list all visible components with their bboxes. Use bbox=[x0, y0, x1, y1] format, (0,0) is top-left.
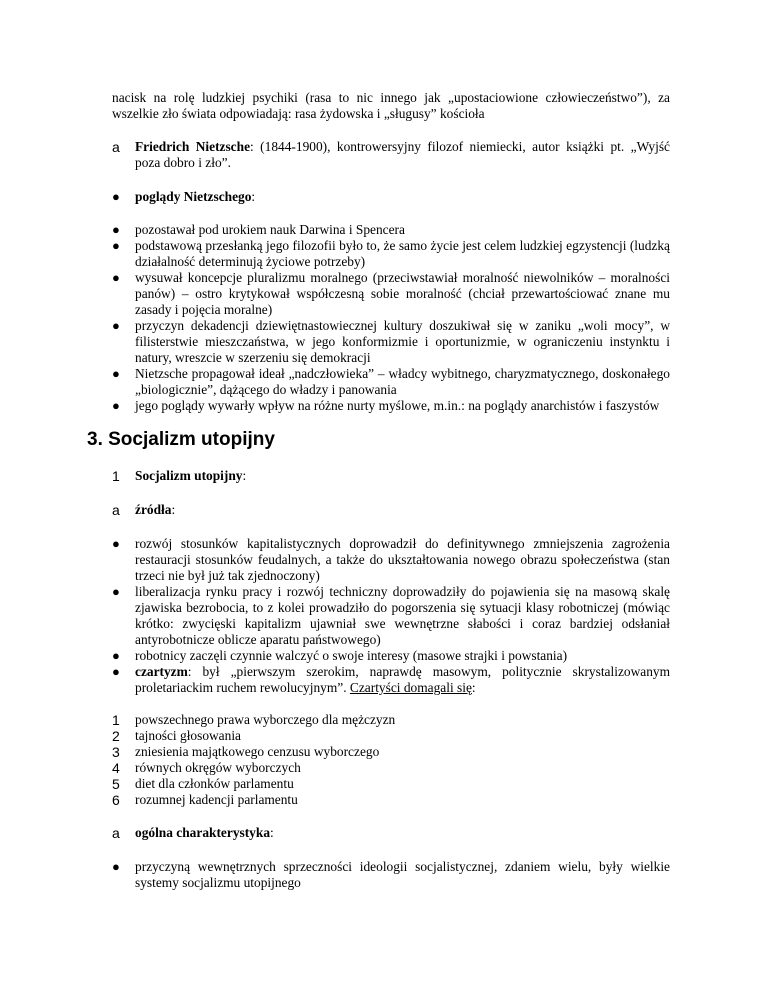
intro-paragraph: nacisk na rolę ludzkiej psychiki (rasa to nic innego jak „upostaciowione człowieczeństwo”), za wszelkie zło świata odpowiadają: rasa żydowska i „sługusy” kościoła bbox=[112, 90, 670, 121]
demand-text: rozumnej kadencji parlamentu bbox=[135, 792, 298, 807]
list-item-text: liberalizacja rynku pracy i rozwój techniczny doprowadziły do pojawienia się na masową skalę zjawiska bezrobocia, to z kolei prowadziło do pogorszenia się sytuacji klasy robotniczej (mówiąc krótko: zwycięski kapitalizm ujawniał swe wewnętrzne słabości i coraz bardziej odsłaniał antyrobotnicze oblicze aparatu państwowego) bbox=[135, 584, 670, 647]
letter-marker: a bbox=[112, 139, 120, 155]
list-item-text: Nietzsche propagował ideał „nadczłowieka” – władcy wybitnego, charyzmatycznego, doskonałego „biologicznie”, dążącego do władzy i panowania bbox=[135, 366, 670, 397]
chartism-term: czartyzm bbox=[135, 664, 188, 679]
bullet-marker: ● bbox=[112, 270, 120, 285]
bullet-marker: ● bbox=[112, 222, 120, 237]
demand-text: diet dla członków parlamentu bbox=[135, 776, 294, 791]
list-item-text: przyczyną wewnętrznych sprzeczności ideologii socjalistycznej, zdaniem wielu, były wielkie systemy socjalizmu utopijnego bbox=[135, 859, 670, 890]
demand-text: tajności głosowania bbox=[135, 728, 241, 743]
number-marker: 2 bbox=[112, 728, 120, 744]
general-title-suffix: : bbox=[270, 825, 274, 840]
list-item-text: przyczyn dekadencji dziewiętnastowiecznej kultury doszukiwał się w zaniku „woli mocy”, w filisterstwie mieszczaństwa, w jego konformizmie i oportunizmie, w ograniczeniu instynktu i natury, wreszcie w szerzeniu się demokracji bbox=[135, 318, 670, 365]
topic-title: Socjalizm utopijny bbox=[135, 468, 243, 483]
bullet-marker: ● bbox=[112, 238, 120, 253]
chartism-demands-link: Czartyści domagali się bbox=[349, 680, 472, 695]
list-item bbox=[112, 270, 670, 318]
list-item bbox=[112, 366, 670, 398]
demand-text: powszechnego prawa wyborczego dla mężczyzn bbox=[135, 712, 396, 727]
number-marker: 5 bbox=[112, 776, 120, 792]
list-item-text: pozostawał pod urokiem nauk Darwina i Spencera bbox=[135, 222, 405, 237]
demand-item bbox=[112, 728, 670, 744]
chartism-link-suffix: : bbox=[471, 680, 476, 695]
chartism-item bbox=[112, 664, 670, 696]
general-title-row bbox=[112, 825, 670, 841]
list-item-text: podstawową przesłanką jego filozofii było to, że samo życie jest celem ludzkiej egzystencji (ludzką działalność determinują życiowe potrzeby) bbox=[135, 238, 670, 269]
demand-text: równych okręgów wyborczych bbox=[135, 760, 301, 775]
number-marker: 6 bbox=[112, 792, 120, 808]
letter-marker: a bbox=[112, 825, 120, 841]
nietzsche-entry bbox=[112, 139, 670, 171]
demand-item bbox=[112, 776, 670, 792]
bullet-marker: ● bbox=[112, 664, 120, 679]
number-marker: 3 bbox=[112, 744, 120, 760]
bullet-marker: ● bbox=[112, 366, 120, 381]
bullet-marker: ● bbox=[112, 859, 120, 874]
list-item bbox=[112, 859, 670, 891]
bullet-marker: ● bbox=[112, 398, 120, 413]
general-title: ogólna charakterystyka bbox=[135, 825, 271, 840]
topic-row bbox=[112, 468, 670, 484]
section-heading: 3. Socjalizm utopijny bbox=[87, 429, 275, 450]
demand-item bbox=[112, 712, 670, 728]
bullet-marker: ● bbox=[112, 584, 120, 599]
list-item bbox=[112, 536, 670, 584]
nietzsche-description: : (1844-1900), kontrowersyjny filozof niemiecki, autor książki pt. „Wyjść poza dobro i zło”. bbox=[135, 139, 670, 170]
sources-title-row bbox=[112, 502, 670, 518]
demand-item bbox=[112, 792, 670, 808]
number-marker: 1 bbox=[112, 468, 120, 484]
bullet-marker: ● bbox=[112, 189, 120, 204]
bullet-marker: ● bbox=[112, 318, 120, 333]
letter-marker: a bbox=[112, 502, 120, 518]
views-title: poglądy Nietzschego bbox=[135, 189, 252, 204]
number-marker: 1 bbox=[112, 712, 120, 728]
list-item-text: jego poglądy wywarły wpływ na różne nurty myślowe, m.in.: na poglądy anarchistów i faszystów bbox=[135, 398, 660, 413]
demand-item bbox=[112, 760, 670, 776]
list-item bbox=[112, 238, 670, 270]
nietzsche-name: Friedrich Nietzsche bbox=[135, 139, 251, 154]
bullet-marker: ● bbox=[112, 648, 120, 663]
list-item bbox=[112, 318, 670, 366]
topic-suffix: : bbox=[242, 468, 247, 483]
list-item bbox=[112, 648, 670, 664]
list-item bbox=[112, 584, 670, 648]
list-item bbox=[112, 222, 670, 238]
sources-title: źródła bbox=[135, 502, 172, 517]
sources-title-suffix: : bbox=[171, 502, 176, 517]
list-item-text: rozwój stosunków kapitalistycznych doprowadził do definitywnego zmniejszenia zagrożenia restauracji stosunków feudalnych, a także do ukształtowania nowego obrazu społeczeństwa (stan trzeci nie był już tak zjednoczony) bbox=[135, 536, 670, 583]
list-item bbox=[112, 398, 670, 414]
chartism-text: : był „pierwszym szerokim, naprawdę masowym, politycznie skrystalizowanym proletariackim ruchem rewolucyjnym”. bbox=[135, 664, 670, 695]
bullet-marker: ● bbox=[112, 536, 120, 551]
views-title-suffix: : bbox=[251, 189, 256, 204]
number-marker: 4 bbox=[112, 760, 120, 776]
list-item-text: wysuwał koncepcje pluralizmu moralnego (przeciwstawiał moralność niewolników – moralności panów) – ostro krytykował współczesną sobie moralność (chciał przewartościować znane mu zasady i pojęcia moralne) bbox=[135, 270, 670, 317]
views-title-row bbox=[112, 189, 670, 205]
list-item-text: robotnicy zaczęli czynnie walczyć o swoje interesy (masowe strajki i powstania) bbox=[135, 648, 568, 663]
demand-text: zniesienia majątkowego cenzusu wyborczego bbox=[135, 744, 380, 759]
demand-item bbox=[112, 744, 670, 760]
